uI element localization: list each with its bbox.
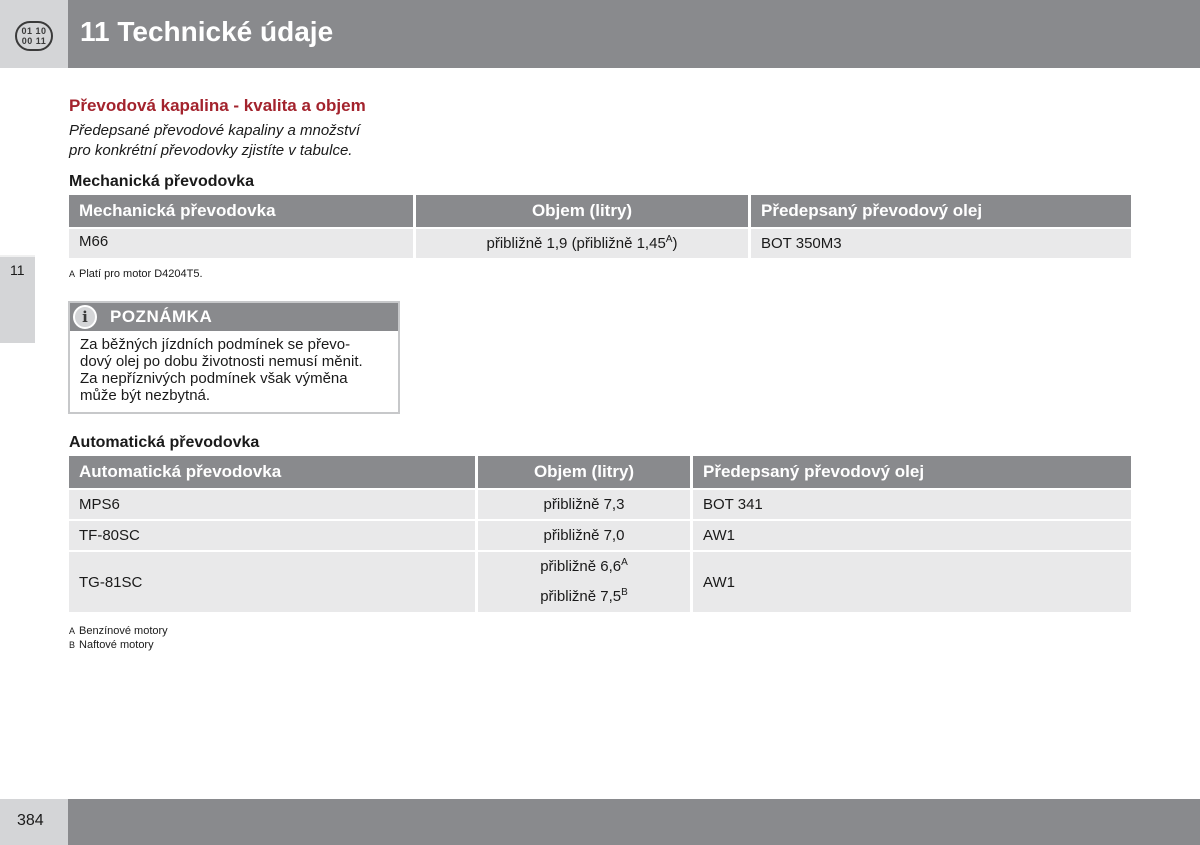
footnote-ref: B bbox=[621, 587, 628, 598]
info-icon: i bbox=[73, 305, 97, 329]
automatic-footnote bbox=[69, 625, 168, 637]
volume-value: přibližně 1,9 (přibližně 1,45 bbox=[486, 235, 666, 252]
volume-cell: přibližně 7,3 bbox=[478, 488, 693, 519]
gearbox-cell: TG-81SC bbox=[69, 550, 478, 612]
note-line-3: Za nepříznivých podmínek však výměna bbox=[80, 370, 348, 387]
table-header-row bbox=[69, 456, 1131, 488]
volume-diesel bbox=[488, 582, 680, 612]
gearbox-cell: MPS6 bbox=[69, 488, 478, 519]
footnote-text: Platí pro motor D4204T5. bbox=[79, 268, 203, 280]
note-header bbox=[70, 303, 398, 331]
oil-cell: BOT 341 bbox=[693, 488, 1131, 519]
oil-cell: AW1 bbox=[693, 550, 1131, 612]
automatic-gearbox-subhead: Automatická převodovka bbox=[69, 434, 260, 451]
footnote-mark: B bbox=[69, 640, 76, 650]
volume-cell bbox=[416, 227, 751, 258]
note-title: POZNÁMKA bbox=[110, 307, 213, 326]
volume-value: přibližně 6,6 bbox=[540, 558, 622, 575]
column-header-volume: Objem (litry) bbox=[416, 195, 751, 227]
footnote-mark: A bbox=[69, 269, 76, 279]
section-intro-line-2: pro konkrétní převodovky zjistíte v tabulce. bbox=[69, 142, 353, 159]
section-intro-line-1: Předepsané převodové kapaliny a množství bbox=[69, 122, 361, 139]
footnote-text: Naftové motory bbox=[79, 639, 154, 651]
volume-petrol bbox=[488, 552, 680, 582]
manual-gearbox-subhead: Mechanická převodovka bbox=[69, 173, 254, 190]
table-row bbox=[69, 227, 1131, 258]
table-row bbox=[69, 519, 1131, 550]
footnote-text: Benzínové motory bbox=[79, 625, 168, 637]
table-row bbox=[69, 550, 1131, 612]
manual-gearbox-table bbox=[69, 195, 1131, 258]
chapter-side-tab-label: 11 bbox=[10, 262, 25, 278]
note-line-2: dový olej po dobu životnosti nemusí měnit. bbox=[80, 353, 363, 370]
page-number: 384 bbox=[17, 812, 44, 829]
column-header-gearbox: Automatická převodovka bbox=[69, 456, 478, 488]
automatic-footnote bbox=[69, 639, 154, 651]
volume-value: přibližně 7,5 bbox=[540, 588, 622, 605]
chapter-icon-line-2: 00 11 bbox=[21, 36, 47, 46]
column-header-oil: Předepsaný převodový olej bbox=[751, 195, 1131, 227]
section-title: Převodová kapalina - kvalita a objem bbox=[69, 96, 366, 115]
page-title: 11 Technické údaje bbox=[80, 16, 334, 47]
chapter-icon-line-1: 01 10 bbox=[21, 26, 47, 36]
footnote-ref: A bbox=[621, 557, 628, 568]
gearbox-cell: M66 bbox=[69, 227, 416, 258]
volume-cell bbox=[478, 550, 693, 612]
column-header-volume: Objem (litry) bbox=[478, 456, 693, 488]
table-row bbox=[69, 488, 1131, 519]
volume-tail: ) bbox=[672, 235, 678, 252]
column-header-oil: Předepsaný převodový olej bbox=[693, 456, 1131, 488]
gearbox-cell: TF-80SC bbox=[69, 519, 478, 550]
manual-footnote bbox=[69, 268, 203, 280]
column-header-gearbox: Mechanická převodovka bbox=[69, 195, 416, 227]
footnote-mark: A bbox=[69, 626, 76, 636]
volume-cell: přibližně 7,0 bbox=[478, 519, 693, 550]
note-body bbox=[80, 336, 395, 404]
note-line-1: Za běžných jízdních podmínek se převo- bbox=[80, 336, 351, 353]
note-box bbox=[68, 301, 400, 414]
chapter-icon bbox=[15, 21, 53, 51]
section-intro bbox=[69, 121, 360, 161]
oil-cell: AW1 bbox=[693, 519, 1131, 550]
oil-cell: BOT 350M3 bbox=[751, 227, 1131, 258]
footnote-ref: A bbox=[665, 234, 673, 245]
footer-bar bbox=[68, 799, 1200, 845]
automatic-gearbox-table bbox=[69, 456, 1131, 612]
table-header-row bbox=[69, 195, 1131, 227]
note-line-4: může být nezbytná. bbox=[80, 387, 211, 404]
